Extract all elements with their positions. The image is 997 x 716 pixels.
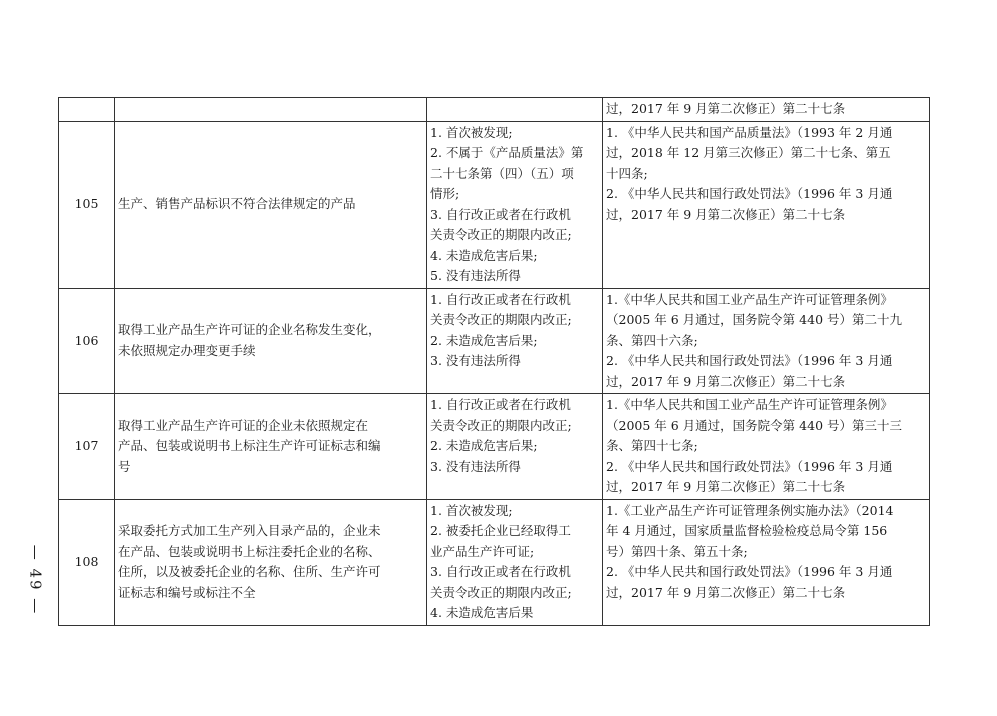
legal-basis: [603, 499, 930, 625]
row-number: 107: [59, 394, 115, 500]
legal-basis-line: （2005 年 6 月通过，国务院令第 440 号）第二十九: [606, 312, 902, 327]
exemption-conditions-line: 4. 未造成危害后果: [430, 605, 534, 620]
legal-basis-line: 过，2017 年 9 月第二次修正）第二十七条: [606, 479, 846, 494]
legal-basis-line: 条、第四十七条;: [606, 438, 698, 453]
legal-basis-line: 年 4 月通过，国家质量监督检验检疫总局令第 156: [606, 523, 888, 538]
exemption-conditions-line: 1. 首次被发现;: [430, 502, 513, 518]
exemption-conditions-line: 5. 没有违法所得: [430, 268, 521, 283]
exemption-conditions-line: 2. 不属于《产品质量法》第: [430, 145, 584, 160]
legal-basis-line: 2. 《中华人民共和国行政处罚法》（1996 年 3 月通: [606, 186, 893, 201]
violation-description-line: 生产、销售产品标识不符合法律规定的产品: [118, 196, 356, 212]
legal-basis-line: 1.《中华人民共和国工业产品生产许可证管理条例》: [606, 291, 893, 307]
legal-basis-line: 过，2017 年 9 月第二次修正）第二十七条: [606, 206, 846, 222]
exemption-conditions-line: 2. 未造成危害后果;: [430, 332, 538, 348]
exemption-conditions-line: 1. 自行改正或者在行政机: [430, 397, 571, 412]
legal-basis: [603, 288, 930, 394]
violation-description: [115, 499, 427, 625]
legal-basis-line: 2. 《中华人民共和国行政处罚法》（1996 年 3 月通: [606, 353, 893, 368]
exemption-conditions: [427, 288, 603, 394]
legal-basis-line: （2005 年 6 月通过，国务院令第 440 号）第三十三: [606, 417, 902, 433]
exemption-conditions-line: 关责令改正的期限内改正;: [430, 584, 572, 600]
legal-basis-line: 1.《工业产品生产许可证管理条例实施办法》（2014: [606, 502, 894, 518]
violation-description-line: 采取委托方式加工生产列入目录产品的，企业未: [118, 523, 381, 538]
legal-basis-line: 过，2017 年 9 月第二次修正）第二十七条: [606, 584, 846, 600]
row-number: [59, 98, 115, 122]
row-number: 105: [59, 121, 115, 288]
exemption-conditions-line: 二十七条第（四）（五）项: [430, 165, 574, 181]
legal-basis-line: 过，2017 年 9 月第二次修正）第二十七条: [606, 373, 846, 389]
page-number-text: — 49 —: [26, 544, 44, 616]
exemption-conditions-line: 关责令改正的期限内改正;: [430, 417, 572, 433]
violation-description: [115, 121, 427, 288]
exemption-conditions: [427, 121, 603, 288]
exemption-conditions-line: 1. 自行改正或者在行政机: [430, 291, 571, 307]
regulation-table: [58, 97, 930, 626]
row-number: 108: [59, 499, 115, 625]
table-row: [59, 394, 930, 500]
legal-basis-line: 1.《中华人民共和国工业产品生产许可证管理条例》: [606, 397, 893, 412]
violation-description: [115, 394, 427, 500]
legal-basis: [603, 98, 930, 122]
violation-description-line: 取得工业产品生产许可证的企业未依照规定在: [118, 417, 369, 433]
exemption-conditions-line: 关责令改正的期限内改正;: [430, 227, 572, 242]
legal-basis-line: 十四条;: [606, 165, 648, 181]
legal-basis-line: 号）第四十条、第五十条;: [606, 543, 748, 559]
exemption-conditions-line: 关责令改正的期限内改正;: [430, 312, 572, 327]
legal-basis-line: 1. 《中华人民共和国产品质量法》（1993 年 2 月通: [606, 124, 893, 140]
table-row: [59, 288, 930, 394]
legal-basis-line: 过，2017 年 9 月第二次修正）第二十七条: [606, 101, 846, 116]
table-row: [59, 121, 930, 288]
exemption-conditions-line: 1. 首次被发现;: [430, 124, 513, 140]
legal-basis: [603, 394, 930, 500]
violation-description-line: 在产品、包装或说明书上标注委托企业的名称、: [118, 543, 381, 559]
legal-basis-line: 条、第四十六条;: [606, 332, 698, 348]
table-row: [59, 499, 930, 625]
legal-basis-line: 2. 《中华人民共和国行政处罚法》（1996 年 3 月通: [606, 458, 893, 474]
legal-basis-line: 过，2018 年 12 月第三次修正）第二十七条、第五: [606, 145, 891, 160]
violation-description-line: 未依照规定办理变更手续: [118, 342, 256, 358]
legal-basis: [603, 121, 930, 288]
exemption-conditions-line: 2. 未造成危害后果;: [430, 438, 538, 453]
violation-description: [115, 98, 427, 122]
violation-description-line: 号: [118, 458, 131, 474]
row-number: 106: [59, 288, 115, 394]
violation-description-line: 住所，以及被委托企业的名称、住所、生产许可: [118, 564, 381, 579]
exemption-conditions-line: 3. 自行改正或者在行政机: [430, 206, 571, 222]
exemption-conditions: [427, 499, 603, 625]
violation-description: [115, 288, 427, 394]
legal-basis-line: 2. 《中华人民共和国行政处罚法》（1996 年 3 月通: [606, 564, 893, 579]
violation-description-line: 证标志和编号或标注不全: [118, 584, 256, 600]
exemption-conditions-line: 3. 没有违法所得: [430, 458, 521, 474]
exemption-conditions-line: 3. 没有违法所得: [430, 353, 521, 368]
exemption-conditions-line: 3. 自行改正或者在行政机: [430, 564, 571, 579]
exemption-conditions-line: 情形;: [430, 186, 460, 201]
violation-description-line: 产品、包装或说明书上标注生产许可证标志和编: [118, 438, 381, 453]
exemption-conditions-line: 业产品生产许可证;: [430, 543, 535, 559]
exemption-conditions: [427, 394, 603, 500]
exemption-conditions: [427, 98, 603, 122]
exemption-conditions-line: 4. 未造成危害后果;: [430, 247, 538, 263]
table-row: [59, 98, 930, 122]
exemption-conditions-line: 2. 被委托企业已经取得工: [430, 523, 571, 538]
page-number: [20, 545, 50, 615]
violation-description-line: 取得工业产品生产许可证的企业名称发生变化，: [118, 322, 381, 338]
